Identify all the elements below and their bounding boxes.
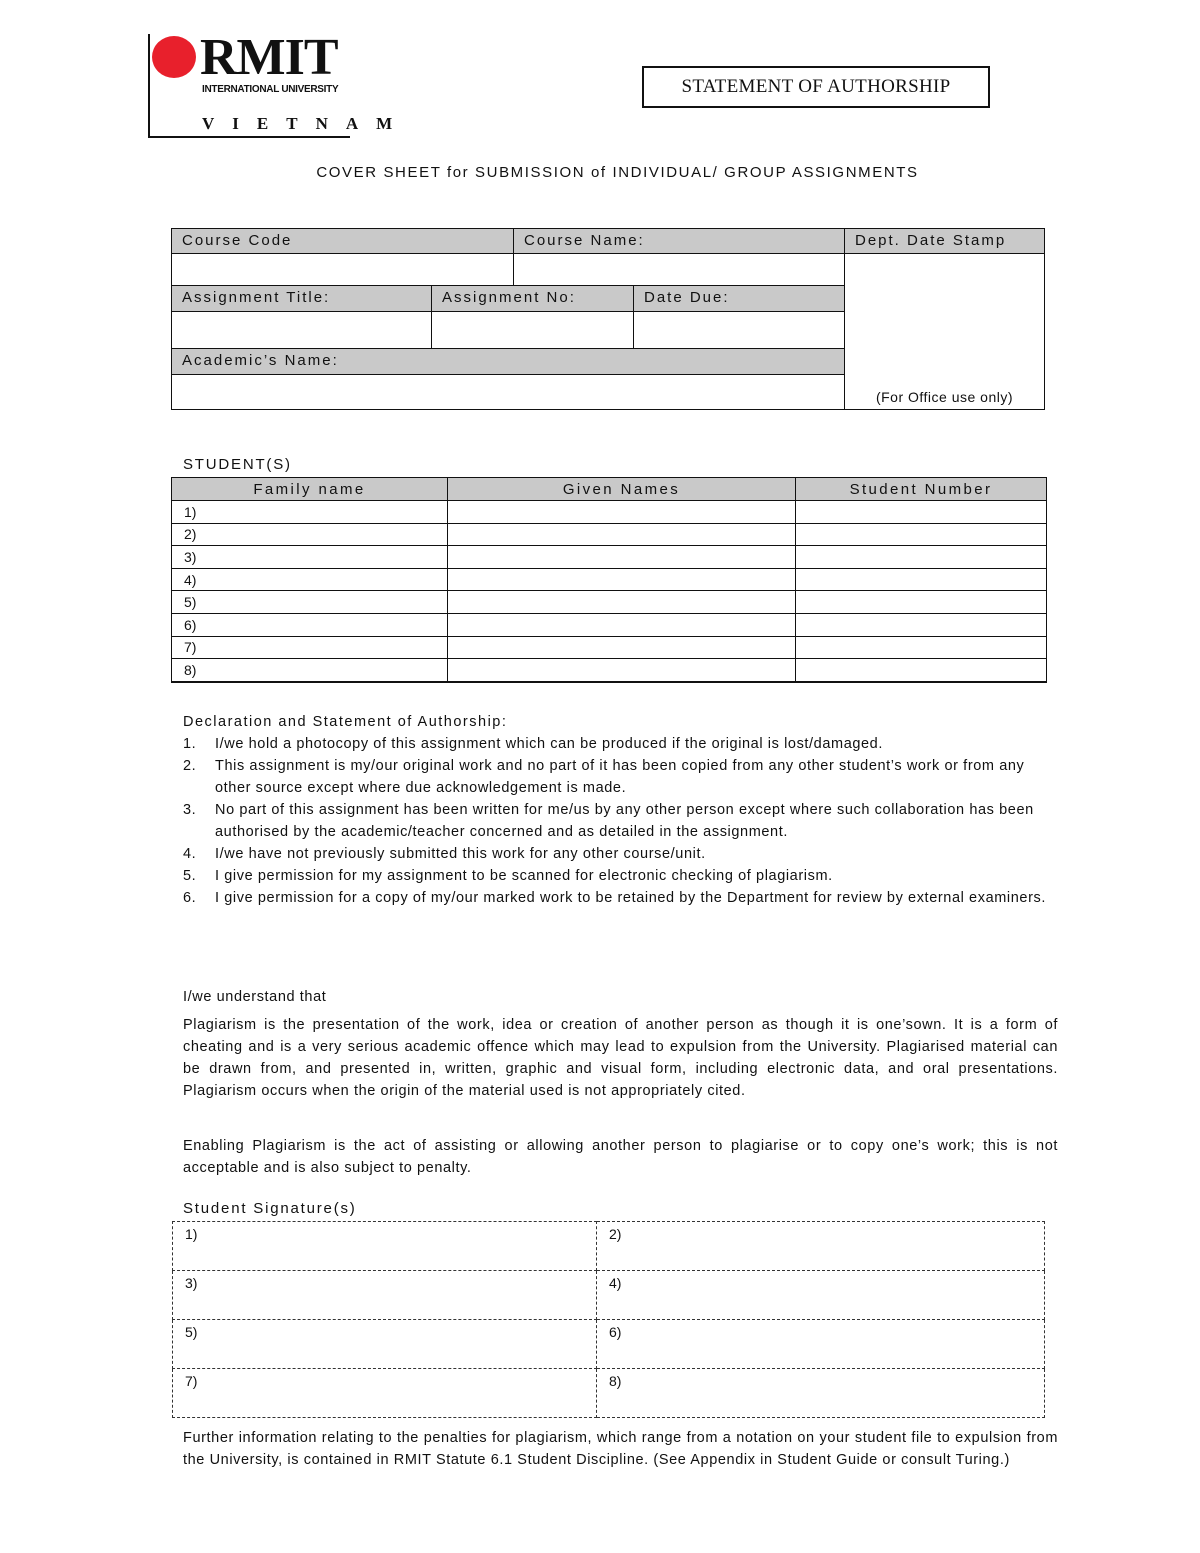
row-number[interactable]: 6): [172, 613, 448, 636]
course-code-label: Course Code: [171, 228, 514, 254]
logo-red-circle: [152, 36, 196, 78]
table-row: [173, 1320, 1045, 1369]
footer-note: Further information relating to the penalties for plagiarism, which range from a notation on your student file to expulsion from the University, is contained in RMIT Statute 6.1 Student Discipline. (See Appendix in Student Guide or consult Turing.): [183, 1430, 1058, 1468]
given-names-cell[interactable]: [448, 568, 796, 591]
signature-cell[interactable]: 2): [597, 1222, 1045, 1271]
table-row: [172, 613, 1047, 636]
item-number: 1.: [183, 736, 197, 752]
logo-wordmark: RMIT: [200, 29, 338, 86]
logo-subtitle: INTERNATIONAL UNIVERSITY: [202, 84, 339, 95]
list-item: [183, 733, 1053, 755]
enabling-plagiarism: Enabling Plagiarism is the act of assisting or allowing another person to plagiarise or to copy one’s work; this is not acceptable and is also subject to penalty.: [183, 1138, 1058, 1176]
signatures-table: [172, 1221, 1045, 1418]
plagiarism-definition: Plagiarism is the presentation of the work, idea or creation of another person as though it is one’sown. It is a form of cheating and is a very serious academic offence which may lead to expulsion from the University. Plagiarised material can be drawn from, and presented in, written, graphic and visual form, including electronic data, and oral presentations. Plagiarism occurs when the origin of the material used is not appropriately cited.: [183, 1017, 1058, 1099]
declaration-heading: Declaration and Statement of Authorship:: [183, 714, 508, 730]
date-due-label: Date Due:: [633, 285, 845, 312]
item-text: No part of this assignment has been written for me/us by any other person except where such collaboration has been authorised by the academic/teacher concerned and as detailed in the assignment.: [215, 802, 1034, 840]
row-number[interactable]: 4): [172, 568, 448, 591]
date-stamp-box: [844, 253, 1045, 410]
date-stamp-label: Dept. Date Stamp: [844, 228, 1045, 254]
logo-country: VIETNAM: [202, 114, 411, 133]
row-number[interactable]: 1): [172, 501, 448, 524]
list-item: [183, 865, 1053, 887]
signature-cell[interactable]: 6): [597, 1320, 1045, 1369]
table-row: [172, 591, 1047, 614]
signature-cell[interactable]: 4): [597, 1271, 1045, 1320]
signature-cell[interactable]: 5): [173, 1320, 597, 1369]
given-names-cell[interactable]: [448, 591, 796, 614]
academic-name-label: Academic’s Name:: [171, 348, 845, 375]
row-number[interactable]: 2): [172, 523, 448, 546]
students-table: [171, 477, 1047, 683]
list-item: [183, 799, 1053, 843]
course-code-field[interactable]: [171, 253, 514, 286]
item-text: I/we have not previously submitted this work for any other course/unit.: [215, 846, 706, 862]
row-number[interactable]: 8): [172, 659, 448, 682]
office-use-note: (For Office use only): [875, 389, 1014, 405]
signature-cell[interactable]: 1): [173, 1222, 597, 1271]
student-number-cell[interactable]: [796, 501, 1047, 524]
given-names-cell[interactable]: [448, 613, 796, 636]
cover-sheet-title: COVER SHEET for SUBMISSION of INDIVIDUAL/ GROUP ASSIGNMENTS: [316, 164, 919, 181]
list-item: [183, 843, 1053, 865]
assignment-title-field[interactable]: [171, 311, 432, 349]
table-row: [173, 1222, 1045, 1271]
list-item: [183, 887, 1053, 909]
student-number-cell[interactable]: [796, 659, 1047, 682]
item-number: 6.: [183, 890, 197, 906]
signature-cell[interactable]: 7): [173, 1369, 597, 1418]
student-number-cell[interactable]: [796, 636, 1047, 659]
table-row: [172, 546, 1047, 569]
item-number: 3.: [183, 802, 197, 818]
item-number: 2.: [183, 758, 197, 774]
row-number[interactable]: 3): [172, 546, 448, 569]
row-number[interactable]: 5): [172, 591, 448, 614]
table-row: [172, 636, 1047, 659]
row-number[interactable]: 7): [172, 636, 448, 659]
signatures-label: Student Signature(s): [183, 1200, 357, 1217]
course-name-field[interactable]: [513, 253, 845, 286]
table-row: [172, 501, 1047, 524]
given-names-cell[interactable]: [448, 501, 796, 524]
declaration-section: [183, 711, 1053, 909]
table-row: [172, 659, 1047, 682]
student-number-cell[interactable]: [796, 591, 1047, 614]
given-names-cell[interactable]: [448, 523, 796, 546]
course-name-label: Course Name:: [513, 228, 845, 254]
student-number-cell[interactable]: [796, 613, 1047, 636]
rmit-logo: [148, 29, 411, 138]
item-number: 5.: [183, 868, 197, 884]
given-names-cell[interactable]: [448, 659, 796, 682]
list-item: [183, 755, 1053, 799]
assignment-no-label: Assignment No:: [431, 285, 634, 312]
academic-name-field[interactable]: [171, 374, 845, 410]
document-title: STATEMENT OF AUTHORSHIP: [642, 66, 990, 108]
assignment-no-field[interactable]: [431, 311, 634, 349]
table-row: [172, 568, 1047, 591]
column-header-student-number: Student Number: [796, 478, 1047, 501]
item-number: 4.: [183, 846, 197, 862]
table-row: [173, 1369, 1045, 1418]
student-number-cell[interactable]: [796, 568, 1047, 591]
date-due-field[interactable]: [633, 311, 845, 349]
student-number-cell[interactable]: [796, 523, 1047, 546]
given-names-cell[interactable]: [448, 546, 796, 569]
signature-cell[interactable]: 3): [173, 1271, 597, 1320]
signature-cell[interactable]: 8): [597, 1369, 1045, 1418]
understand-heading: I/we understand that: [183, 989, 327, 1005]
item-text: This assignment is my/our original work and no part of it has been copied from any other student’s work or from any other source except where due acknowledgement is made.: [215, 758, 1025, 796]
table-row: [173, 1271, 1045, 1320]
item-text: I/we hold a photocopy of this assignment which can be produced if the original is lost/damaged.: [215, 736, 883, 752]
assignment-title-label: Assignment Title:: [171, 285, 432, 312]
column-header-given-names: Given Names: [448, 478, 796, 501]
given-names-cell[interactable]: [448, 636, 796, 659]
table-row: [172, 523, 1047, 546]
student-number-cell[interactable]: [796, 546, 1047, 569]
item-text: I give permission for a copy of my/our marked work to be retained by the Department for review by external examiners.: [215, 890, 1046, 906]
declaration-list: [183, 733, 1053, 909]
item-text: I give permission for my assignment to be scanned for electronic checking of plagiarism.: [215, 868, 833, 884]
students-label: STUDENT(S): [183, 456, 292, 473]
column-header-family-name: Family name: [172, 478, 448, 501]
